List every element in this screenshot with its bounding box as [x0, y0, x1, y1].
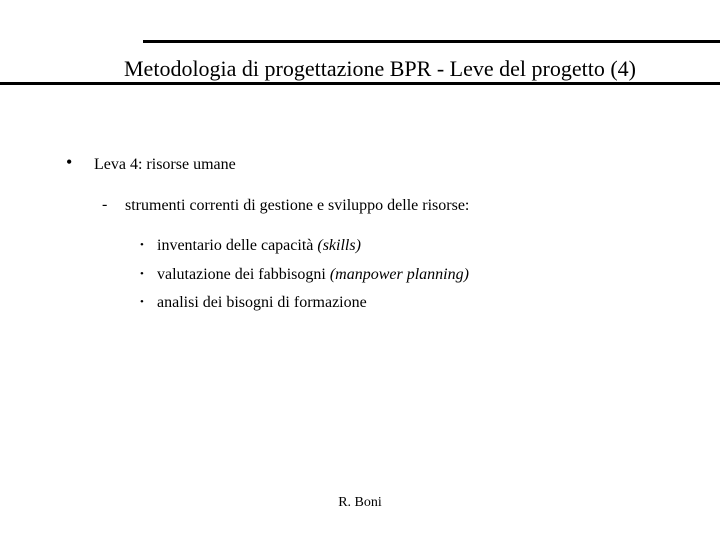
list-item [140, 264, 469, 285]
tools-subheading: strumenti correnti di gestione e sviluppo delle risorse: [125, 197, 470, 214]
list-item-text: valutazione dei fabbisogni [157, 266, 330, 283]
small-bullet-icon: • [140, 239, 144, 251]
level1-bullet-icon: • [66, 152, 73, 172]
lever-heading: Leva 4: risorse umane [94, 156, 236, 173]
list-item [140, 235, 361, 256]
slide-title: Metodologia di progettazione BPR - Leve del progetto (4) [124, 56, 636, 81]
list-item-note: (skills) [317, 237, 361, 254]
title-rule-bottom [0, 82, 720, 85]
title-rule-top [143, 40, 720, 43]
list-item-text: analisi dei bisogni di formazione [157, 294, 367, 311]
small-bullet-icon: • [140, 268, 144, 280]
list-item-text: inventario delle capacità [157, 237, 318, 254]
small-bullet-icon: • [140, 296, 144, 308]
footer-author: R. Boni [338, 495, 382, 510]
list-item-note: (manpower planning) [329, 266, 469, 283]
dash-icon: - [102, 196, 108, 213]
list-item [140, 292, 367, 313]
